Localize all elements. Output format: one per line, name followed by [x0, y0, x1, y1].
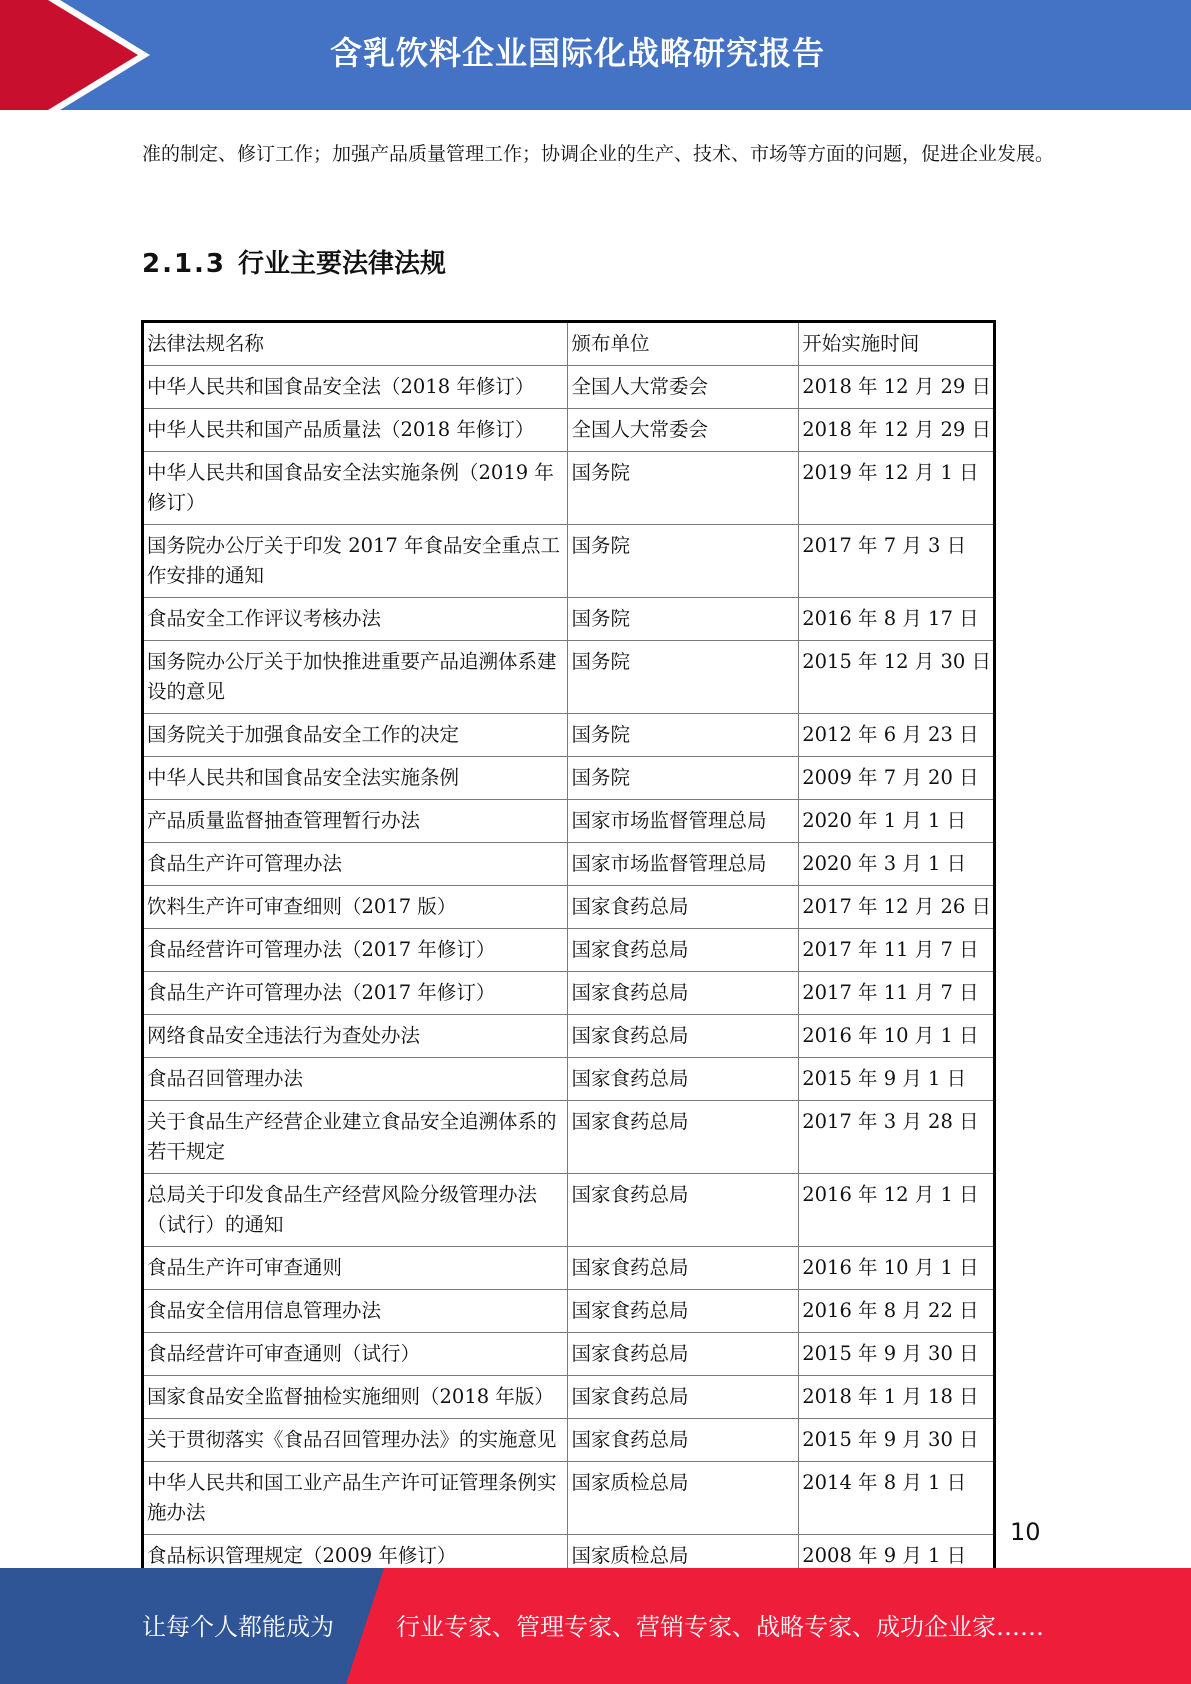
footer-slogan-right: 行业专家、管理专家、营销专家、战略专家、成功企业家……: [396, 1613, 1044, 1641]
effective-date-cell: 2017 年 3 月 28 日: [799, 1101, 995, 1174]
effective-date-cell: 2015 年 9 月 30 日: [799, 1333, 995, 1376]
effective-date-cell: 2009 年 7 月 20 日: [799, 757, 995, 800]
effective-date-cell: 2016 年 8 月 22 日: [799, 1290, 995, 1333]
table-row: [143, 886, 995, 929]
regulations-table: [141, 320, 996, 1580]
effective-date-cell: 2016 年 10 月 1 日: [799, 1015, 995, 1058]
law-name-cell: 中华人民共和国产品质量法（2018 年修订）: [143, 409, 568, 452]
section-title: 行业主要法律法规: [238, 249, 447, 279]
issuer-cell: 国家市场监督管理总局: [568, 843, 799, 886]
table-row: [143, 598, 995, 641]
table-row: [143, 1101, 995, 1174]
issuer-cell: 国家食药总局: [568, 1290, 799, 1333]
table-row: [143, 972, 995, 1015]
issuer-cell: 国家食药总局: [568, 929, 799, 972]
issuer-cell: 国家质检总局: [568, 1462, 799, 1535]
law-name-cell: 网络食品安全违法行为查处办法: [143, 1015, 568, 1058]
law-name-cell: 食品经营许可审查通则（试行）: [143, 1333, 568, 1376]
law-name-cell: 国家食品安全监督抽检实施细则（2018 年版）: [143, 1376, 568, 1419]
law-name-cell: 关于食品生产经营企业建立食品安全追溯体系的若干规定: [143, 1101, 568, 1174]
effective-date-cell: 2019 年 12 月 1 日: [799, 452, 995, 525]
table-row: [143, 1290, 995, 1333]
effective-date-cell: 2018 年 12 月 29 日: [799, 409, 995, 452]
law-name-cell: 食品安全信用信息管理办法: [143, 1290, 568, 1333]
law-name-cell: 食品召回管理办法: [143, 1058, 568, 1101]
law-name-cell: 产品质量监督抽查管理暂行办法: [143, 800, 568, 843]
table-row: [143, 714, 995, 757]
issuer-cell: 国家食药总局: [568, 1247, 799, 1290]
table-row: [143, 409, 995, 452]
table-row: [143, 1376, 995, 1419]
law-name-cell: 国务院关于加强食品安全工作的决定: [143, 714, 568, 757]
table-row: [143, 1462, 995, 1535]
effective-date-cell: 2020 年 1 月 1 日: [799, 800, 995, 843]
table-row: [143, 843, 995, 886]
issuer-cell: 国家食药总局: [568, 1174, 799, 1247]
footer-slogan-left: 让每个人都能成为: [142, 1613, 334, 1641]
issuer-cell: 国家食药总局: [568, 1058, 799, 1101]
page-number: 10: [1010, 1518, 1041, 1546]
effective-date-cell: 2017 年 7 月 3 日: [799, 525, 995, 598]
table-row: [143, 757, 995, 800]
effective-date-cell: 2017 年 11 月 7 日: [799, 929, 995, 972]
law-name-cell: 食品生产许可审查通则: [143, 1247, 568, 1290]
issuer-cell: 国家市场监督管理总局: [568, 800, 799, 843]
law-name-cell: 关于贯彻落实《食品召回管理办法》的实施意见: [143, 1419, 568, 1462]
issuer-cell: 国务院: [568, 757, 799, 800]
effective-date-cell: 2020 年 3 月 1 日: [799, 843, 995, 886]
effective-date-cell: 2018 年 12 月 29 日: [799, 366, 995, 409]
issuer-cell: 全国人大常委会: [568, 409, 799, 452]
page-header: [0, 0, 1191, 110]
table-row: [143, 800, 995, 843]
effective-date-cell: 2016 年 8 月 17 日: [799, 598, 995, 641]
intro-paragraph: 准的制定、修订工作；加强产品质量管理工作；协调企业的生产、技术、市场等方面的问题，促进企业发展。: [142, 143, 1055, 165]
table-row: [143, 1333, 995, 1376]
section-number: 2.1.3: [142, 249, 227, 279]
effective-date-cell: 2017 年 11 月 7 日: [799, 972, 995, 1015]
law-name-cell: 国务院办公厅关于印发 2017 年食品安全重点工作安排的通知: [143, 525, 568, 598]
issuer-cell: 国务院: [568, 714, 799, 757]
table-body: [143, 366, 995, 1579]
table-row: [143, 929, 995, 972]
law-name-cell: 中华人民共和国食品安全法实施条例（2019 年修订）: [143, 452, 568, 525]
issuer-cell: 国家食药总局: [568, 972, 799, 1015]
law-name-cell: 食品标识管理规定（2009 年修订）: [143, 1535, 568, 1579]
issuer-cell: 国务院: [568, 641, 799, 714]
section-heading: [142, 240, 446, 288]
header-law-name: 法律法规名称: [143, 322, 568, 366]
table-row: [143, 1247, 995, 1290]
table-row: [143, 366, 995, 409]
table-row: [143, 1419, 995, 1462]
issuer-cell: 国家食药总局: [568, 1333, 799, 1376]
issuer-cell: 全国人大常委会: [568, 366, 799, 409]
page-footer: [0, 1568, 1191, 1684]
issuer-cell: 国务院: [568, 598, 799, 641]
effective-date-cell: 2016 年 12 月 1 日: [799, 1174, 995, 1247]
table-row: [143, 525, 995, 598]
table-row: [143, 1015, 995, 1058]
header-issuer: 颁布单位: [568, 322, 799, 366]
law-name-cell: 食品生产许可管理办法（2017 年修订）: [143, 972, 568, 1015]
law-name-cell: 中华人民共和国食品安全法（2018 年修订）: [143, 366, 568, 409]
table-header-row: [143, 322, 995, 366]
issuer-cell: 国家食药总局: [568, 1015, 799, 1058]
effective-date-cell: 2016 年 10 月 1 日: [799, 1247, 995, 1290]
header-effective-date: 开始实施时间: [799, 322, 995, 366]
effective-date-cell: 2015 年 12 月 30 日: [799, 641, 995, 714]
table-row: [143, 1058, 995, 1101]
law-name-cell: 国务院办公厅关于加快推进重要产品追溯体系建设的意见: [143, 641, 568, 714]
effective-date-cell: 2014 年 8 月 1 日: [799, 1462, 995, 1535]
law-name-cell: 食品生产许可管理办法: [143, 843, 568, 886]
law-name-cell: 食品安全工作评议考核办法: [143, 598, 568, 641]
effective-date-cell: 2015 年 9 月 1 日: [799, 1058, 995, 1101]
issuer-cell: 国家食药总局: [568, 1376, 799, 1419]
effective-date-cell: 2008 年 9 月 1 日: [799, 1535, 995, 1579]
law-name-cell: 饮料生产许可审查细则（2017 版）: [143, 886, 568, 929]
table-row: [143, 641, 995, 714]
issuer-cell: 国家食药总局: [568, 886, 799, 929]
effective-date-cell: 2018 年 1 月 18 日: [799, 1376, 995, 1419]
table-row: [143, 1174, 995, 1247]
law-name-cell: 中华人民共和国食品安全法实施条例: [143, 757, 568, 800]
law-name-cell: 中华人民共和国工业产品生产许可证管理条例实施办法: [143, 1462, 568, 1535]
table-row: [143, 452, 995, 525]
law-name-cell: 总局关于印发食品生产经营风险分级管理办法（试行）的通知: [143, 1174, 568, 1247]
issuer-cell: 国家食药总局: [568, 1101, 799, 1174]
issuer-cell: 国家食药总局: [568, 1419, 799, 1462]
issuer-cell: 国家质检总局: [568, 1535, 799, 1579]
effective-date-cell: 2015 年 9 月 30 日: [799, 1419, 995, 1462]
law-name-cell: 食品经营许可管理办法（2017 年修订）: [143, 929, 568, 972]
effective-date-cell: 2012 年 6 月 23 日: [799, 714, 995, 757]
issuer-cell: 国务院: [568, 452, 799, 525]
issuer-cell: 国务院: [568, 525, 799, 598]
report-title: 含乳饮料企业国际化战略研究报告: [330, 34, 826, 72]
effective-date-cell: 2017 年 12 月 26 日: [799, 886, 995, 929]
